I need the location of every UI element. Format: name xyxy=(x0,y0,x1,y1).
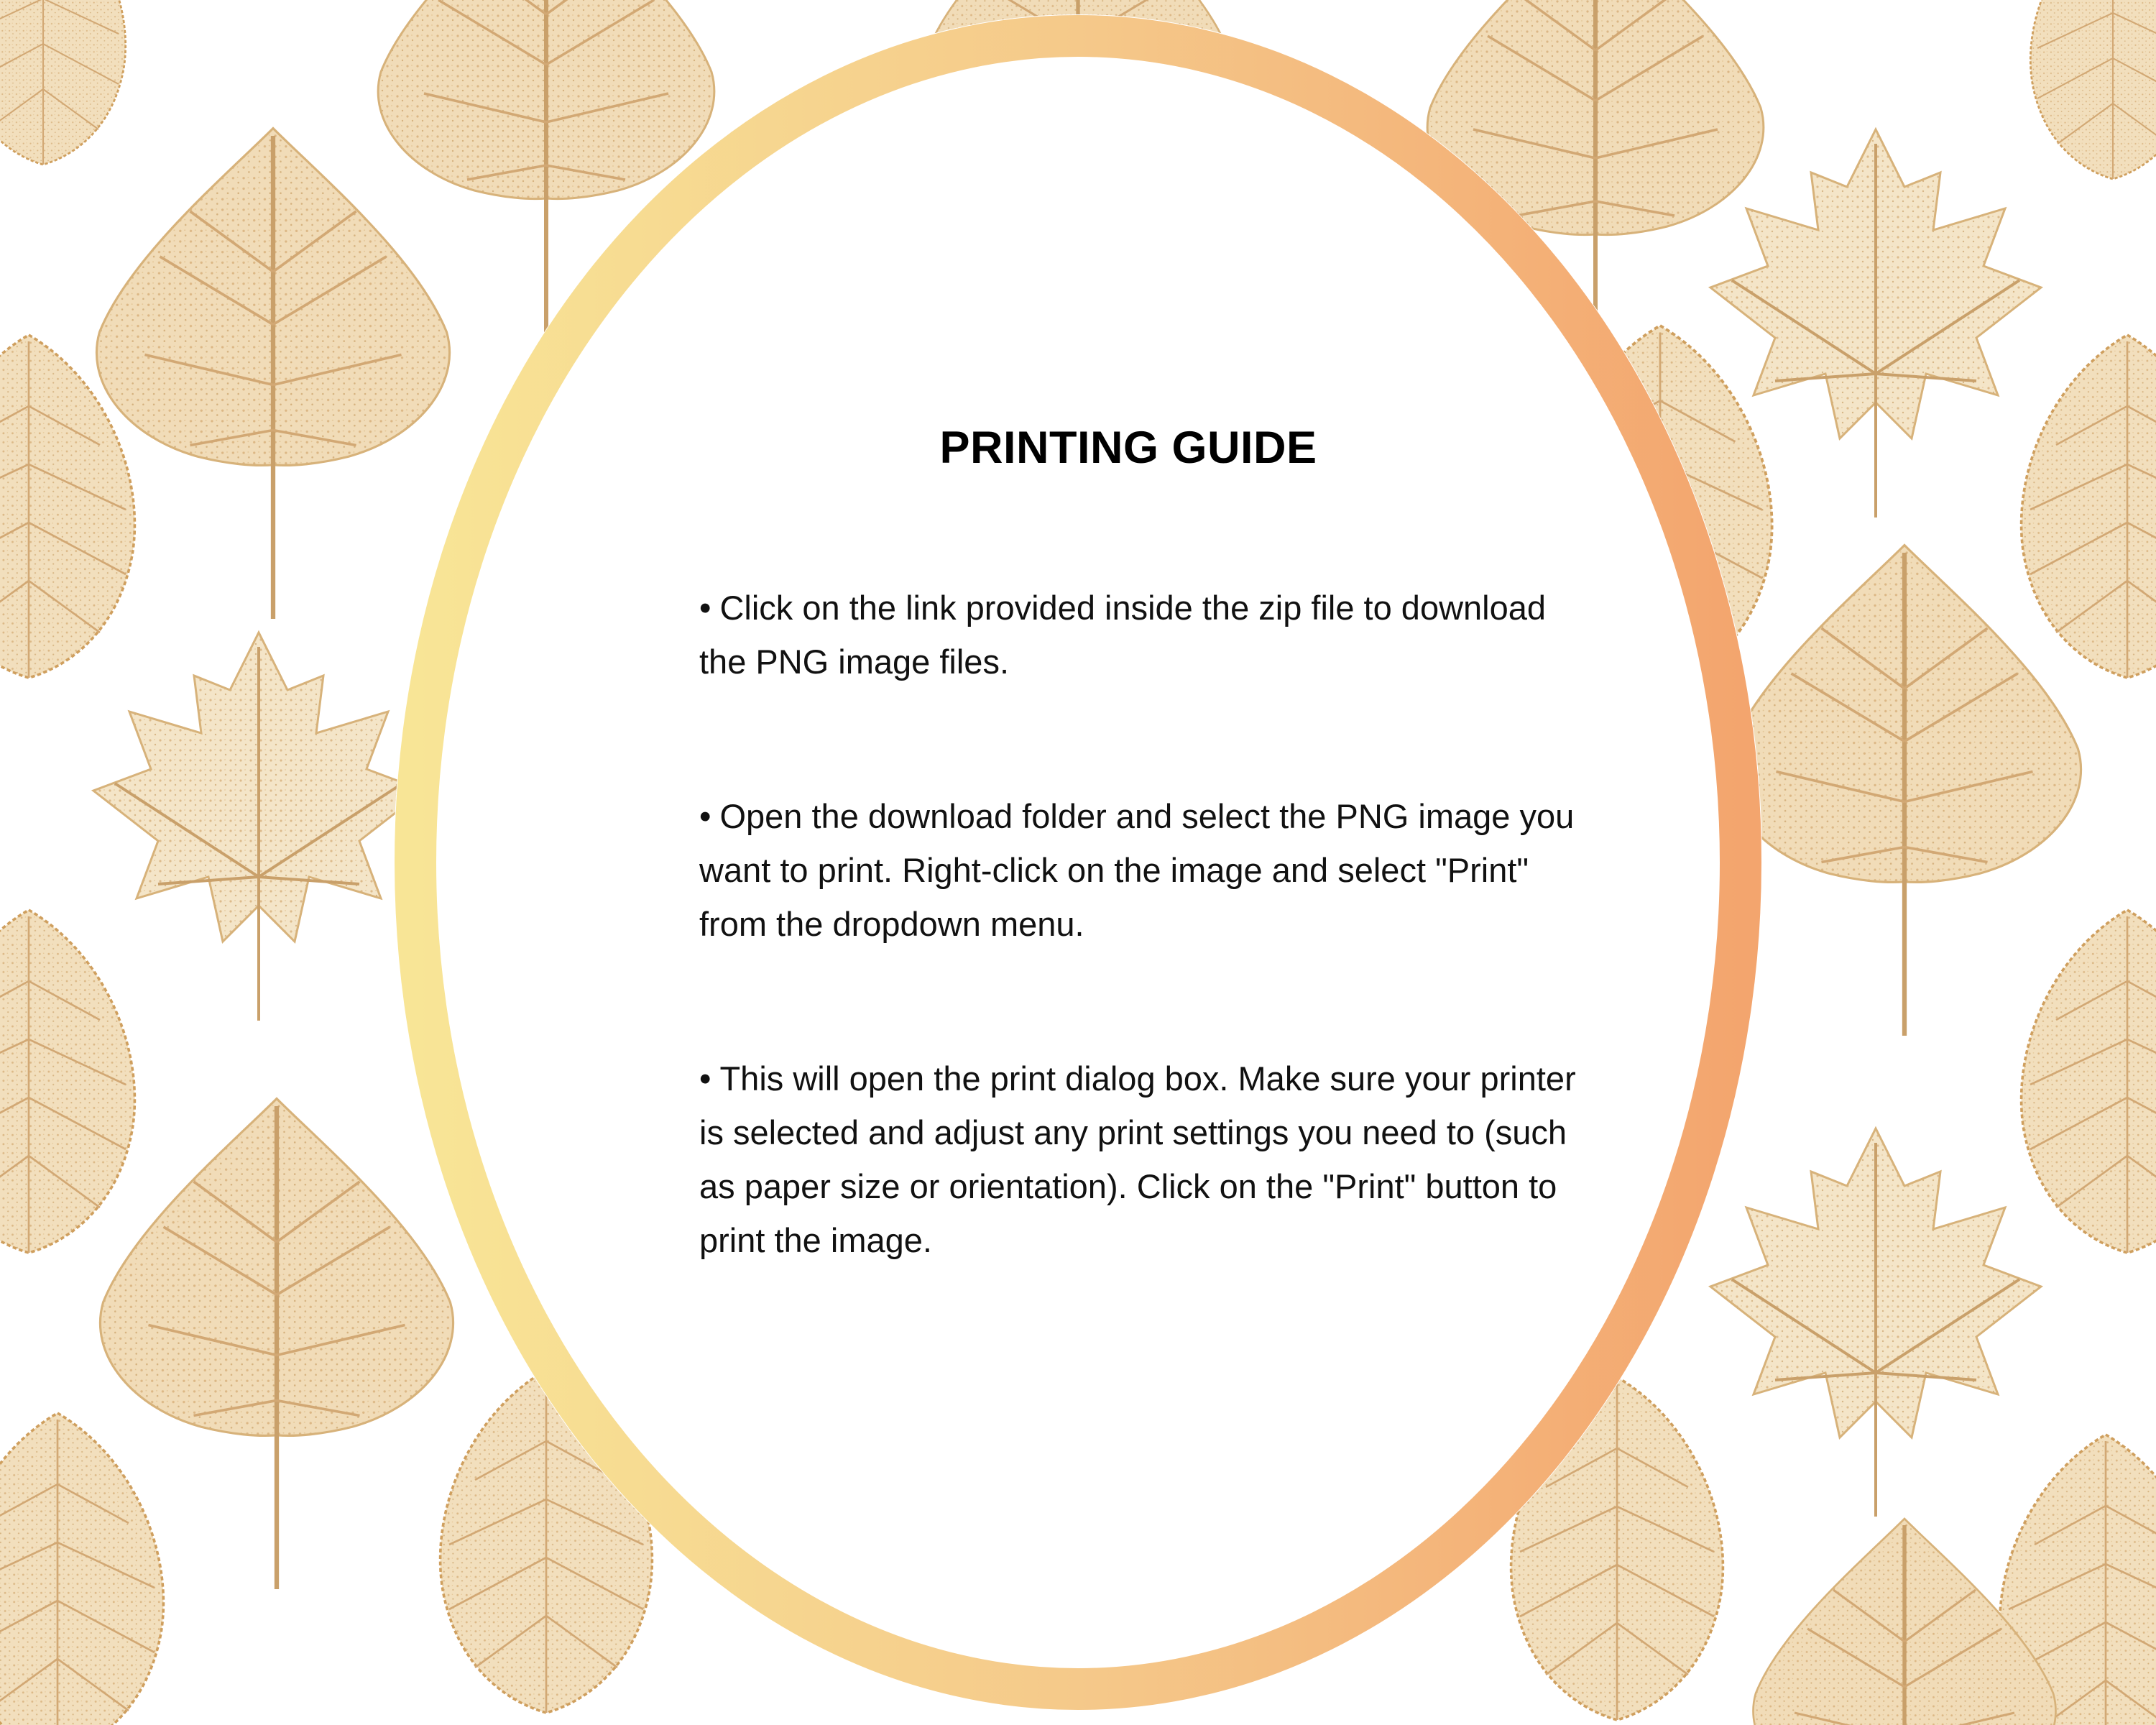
bullet-marker: • xyxy=(699,1059,711,1098)
instruction-text: Open the download folder and select the PNG image you want to print. Right-click on the image and select "Print" from the dropdown menu. xyxy=(699,797,1575,943)
instruction-text: Click on the link provided inside the zip file to download the PNG image files. xyxy=(699,589,1547,681)
instruction-step xyxy=(699,1052,1576,1267)
page-title: PRINTING GUIDE xyxy=(939,423,1317,473)
bullet-marker: • xyxy=(699,589,711,627)
instruction-step xyxy=(699,789,1576,951)
instruction-list xyxy=(699,581,1576,1267)
instruction-text: This will open the print dialog box. Make sure your printer is selected and adjust any print settings you need to (such as paper size or orientation). Click on the "Print" button to print the image. xyxy=(699,1059,1576,1259)
bullet-marker: • xyxy=(699,797,711,835)
instruction-step xyxy=(699,581,1576,689)
